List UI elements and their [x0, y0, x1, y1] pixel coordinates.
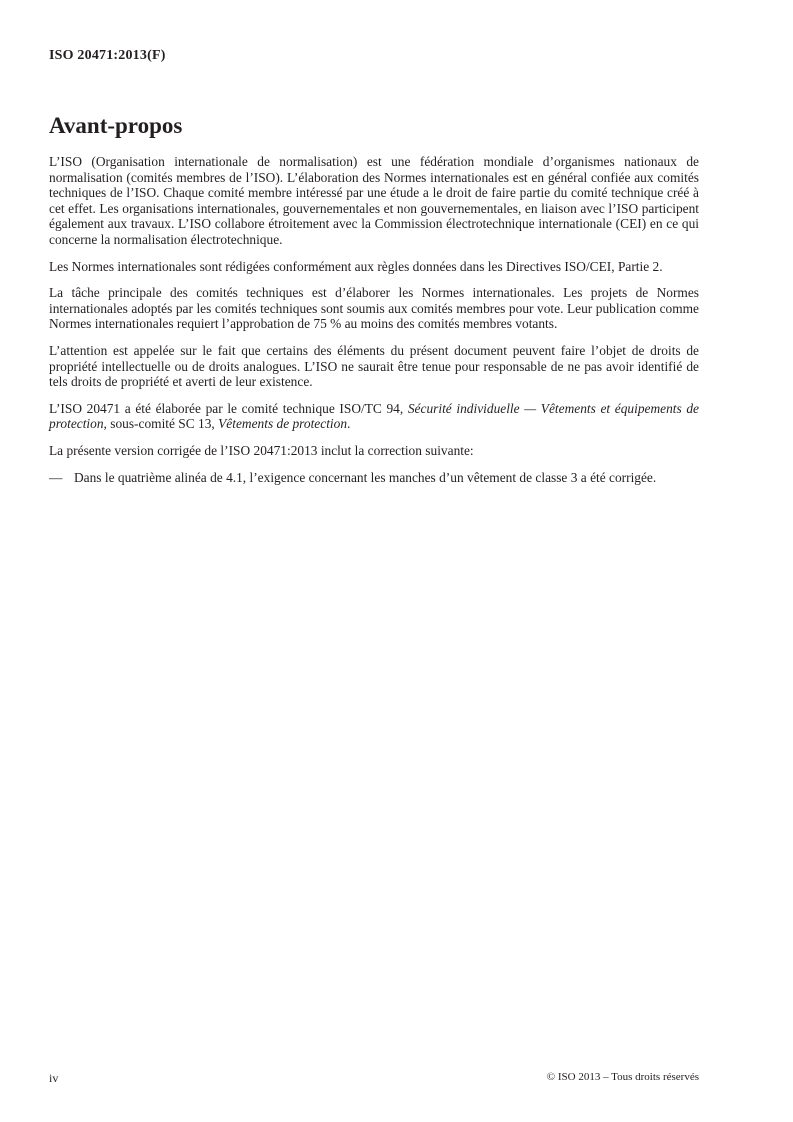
- committee-text-part2: , sous-comité SC 13,: [103, 416, 219, 432]
- document-identifier: ISO 20471:2013(F): [49, 48, 166, 63]
- paragraph-iso-organisation: L’ISO (Organisation internationale de normalisation) est une fédération mondiale d’organismes nationaux de normalisation (comités membres de l’ISO). L’élaboration des Normes internationales est en général confiée aux comités techniques de l’ISO. Chaque comité membre intéressé par une étude a le droit de faire partie du comité technique créé à cet effet. Les organisations internationales, gouvernementales et non gouvernementales, en liaison avec l’ISO participent également aux travaux. L’ISO collabore étroitement avec la Commission électrotechnique internationale (CEI) en ce qui concerne la normalisation électrotechnique.: [49, 154, 699, 247]
- committee-text-part3: .: [347, 416, 351, 432]
- committee-text-part1: L’ISO 20471 a été élaborée par le comité technique ISO/TC 94,: [49, 400, 408, 416]
- paragraph-technical-committees: La tâche principale des comités techniques est d’élaborer les Normes internationales. Les projets de Normes internationales adoptés par les comités techniques sont soumis aux comités membres pour vote. Leur publication comme Normes internationales requiert l’approbation de 75 % au moins des comités membres votants.: [49, 285, 699, 332]
- correction-text: Dans le quatrième alinéa de 4.1, l’exigence concernant les manches d’un vêtement de classe 3 a été corrigée.: [74, 469, 657, 485]
- copyright-notice: © ISO 2013 – Tous droits réservés: [546, 1071, 699, 1083]
- committee-name: Sécurité individuelle — Vêtements et équipements de protection: [49, 400, 699, 432]
- foreword-body: [49, 154, 699, 485]
- page-number: iv: [49, 1071, 59, 1085]
- subcommittee-name: Vêtements de protection: [218, 416, 348, 432]
- section-title: Avant-propos: [49, 113, 183, 138]
- paragraph-directives: Les Normes internationales sont rédigées conformément aux règles données dans les Directives ISO/CEI, Partie 2.: [49, 258, 663, 274]
- list-dash: —: [49, 469, 63, 485]
- paragraph-patent-rights: L’attention est appelée sur le fait que certains des éléments du présent document peuvent faire l’objet de droits de propriété intellectuelle ou de droits analogues. L’ISO ne saurait être tenue pour responsable de ne pas avoir identifié de tels droits de propriété et averti de leur existence.: [49, 342, 699, 390]
- paragraph-corrected-version: La présente version corrigée de l’ISO 20471:2013 inclut la correction suivante:: [49, 442, 474, 458]
- paragraph-committee-info: [49, 401, 699, 432]
- correction-list-item: [49, 470, 699, 486]
